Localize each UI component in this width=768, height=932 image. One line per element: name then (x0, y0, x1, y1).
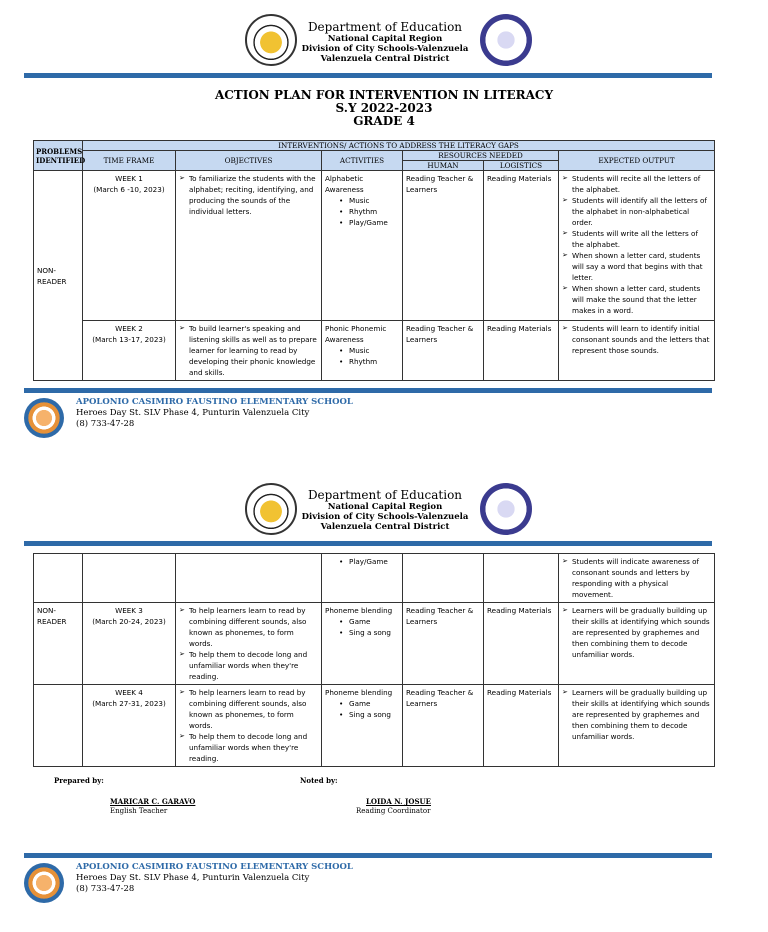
logistics-cell: Reading Materials (484, 685, 559, 767)
district-name: Valenzuela Central District (320, 54, 450, 64)
output-item: ➢ Learners will be gradually building up their skills at identifying which sounds are represented by graphemes and then combining them to decode unfamiliar words. (562, 605, 711, 660)
problem-label: NON-READER (37, 265, 67, 286)
time-frame-cell (83, 171, 176, 321)
title-line-1: ACTION PLAN FOR INTERVENTION IN LITERACY (214, 88, 554, 102)
activity-item: • Play/Game (339, 556, 399, 567)
week-label: WEEK 3 (115, 606, 143, 615)
expected-output-cell (559, 685, 715, 767)
objectives-cell (176, 171, 322, 321)
activity-item: • Rhythm (339, 356, 399, 367)
school-address: Heroes Day St. SLV Phase 4, Punturin Valenzuela City (76, 408, 310, 418)
expected-output-cell (559, 171, 715, 321)
department-name: Department of Education (307, 488, 463, 502)
time-frame-cell (83, 554, 176, 603)
noter-title: Reading Coordinator (356, 807, 431, 815)
activity-title: Phoneme blending (325, 606, 393, 615)
header-logistics: LOGISTICS (484, 161, 559, 171)
objective-item: ➢ To help learners learn to read by combining different sounds, also known as phonemes, to form words. (179, 687, 318, 731)
header-time-frame: TIME FRAME (83, 151, 176, 171)
table-row (34, 171, 715, 321)
table-row (34, 685, 715, 767)
preparer-name: MARICAR C. GARAVO (110, 797, 196, 806)
objectives-cell (176, 685, 322, 767)
human-cell: Reading Teacher & Learners (403, 321, 484, 381)
noted-by-label: Noted by: (300, 776, 338, 785)
human-cell (403, 554, 484, 603)
division-name: Division of City Schools-Valenzuela (301, 44, 469, 54)
region-name: National Capital Region (327, 34, 443, 44)
header-bar (24, 73, 712, 78)
problem-cell (34, 171, 83, 381)
week-dates: (March 20-24, 2023) (92, 617, 166, 626)
problem-cell (34, 554, 83, 603)
page-2-letterhead (300, 488, 470, 532)
deped-seal-icon (480, 483, 532, 535)
deped-seal-icon (480, 14, 532, 66)
time-frame-cell (83, 685, 176, 767)
time-frame-cell (83, 603, 176, 685)
activity-title: Phoneme blending (325, 688, 393, 697)
objective-item: ➢ To help learners learn to read by combining different sounds, also known as phonemes, to form words. (179, 605, 318, 649)
header-problems: PROBLEMS IDENTIFIED (34, 141, 83, 171)
human-cell: Reading Teacher & Learners (403, 603, 484, 685)
output-item: ➢ Students will identify all the letters of the alphabet in non-alphabetical order. (562, 195, 711, 228)
logistics-cell: Reading Materials (484, 603, 559, 685)
division-seal-icon (245, 14, 297, 66)
header-interventions: INTERVENTIONS/ ACTIONS TO ADDRESS THE LITERACY GAPS (83, 141, 715, 151)
objective-item: ➢ To help them to decode long and unfamiliar words when they're reading. (179, 731, 318, 764)
activity-item: • Game (339, 616, 399, 627)
header-activities: ACTIVITIES (322, 151, 403, 171)
region-name: National Capital Region (327, 502, 443, 512)
title-line-3: GRADE 4 (353, 114, 415, 128)
objectives-cell (176, 554, 322, 603)
expected-output-cell (559, 321, 715, 381)
table-row (34, 603, 715, 685)
school-address: Heroes Day St. SLV Phase 4, Punturin Valenzuela City (76, 873, 310, 883)
activity-item: • Music (339, 195, 399, 206)
output-item: ➢ Students will write all the letters of the alphabet. (562, 228, 711, 250)
expected-output-cell (559, 603, 715, 685)
school-phone: (8) 733-47-28 (76, 884, 135, 894)
objectives-cell (176, 321, 322, 381)
problem-label: NON-READER (37, 606, 67, 626)
objective-item: ➢ To familiarize the students with the alphabet; reciting, identifying, and producing the sounds of the individual letters. (179, 173, 318, 217)
district-name: Valenzuela Central District (320, 522, 450, 532)
activity-title: Alphabetic Awareness (325, 174, 364, 194)
page-2-header-bar (24, 541, 712, 546)
header-human: HUMAN (403, 161, 484, 171)
human-cell: Reading Teacher & Learners (403, 685, 484, 767)
action-plan-table (33, 140, 715, 381)
problem-cell (34, 685, 83, 767)
week-label: WEEK 2 (115, 324, 143, 333)
school-logo-icon (24, 863, 64, 903)
time-frame-cell (83, 321, 176, 381)
activities-cell (322, 603, 403, 685)
week-dates: (March 13-17, 2023) (92, 335, 166, 344)
activities-cell (322, 554, 403, 603)
school-phone: (8) 733-47-28 (76, 419, 135, 429)
activities-cell (322, 321, 403, 381)
page-1-letterhead (300, 20, 470, 64)
expected-output-cell (559, 554, 715, 603)
week-dates: (March 6 -10, 2023) (93, 185, 165, 194)
school-logo-icon (24, 398, 64, 438)
human-cell: Reading Teacher & Learners (403, 171, 484, 321)
prepared-by-label: Prepared by: (54, 776, 104, 785)
division-name: Division of City Schools-Valenzuela (301, 512, 469, 522)
activity-item: • Music (339, 345, 399, 356)
logistics-cell (484, 554, 559, 603)
header-expected-output: EXPECTED OUTPUT (559, 151, 715, 171)
activities-cell (322, 685, 403, 767)
action-plan-table-continued (33, 553, 715, 767)
objective-item: ➢ To help them to decode long and unfamiliar words when they're reading. (179, 649, 318, 682)
output-item: ➢ When shown a letter card, students will say a word that begins with that letter. (562, 250, 711, 283)
table-header-row (34, 141, 715, 151)
week-label: WEEK 1 (115, 174, 143, 183)
title-line-2: S.Y 2022-2023 (335, 101, 433, 115)
output-item: ➢ Students will learn to identify initial consonant sounds and the letters that represent those sounds. (562, 323, 711, 356)
activity-item: • Game (339, 698, 399, 709)
activity-item: • Play/Game (339, 217, 399, 228)
page-1-footer-bar (24, 388, 712, 393)
document-title (0, 89, 768, 128)
week-label: WEEK 4 (115, 688, 143, 697)
logistics-cell: Reading Materials (484, 171, 559, 321)
preparer-title: English Teacher (110, 807, 168, 815)
table-row (34, 321, 715, 381)
school-name: APOLONIO CASIMIRO FAUSTINO ELEMENTARY SCHOOL (76, 862, 353, 872)
activity-item: • Sing a song (339, 709, 399, 720)
page-2-footer-bar (24, 853, 712, 858)
output-item: ➢ When shown a letter card, students will make the sound that the letter makes in a word. (562, 283, 711, 316)
week-dates: (March 27-31, 2023) (92, 699, 166, 708)
output-item: ➢ Learners will be gradually building up their skills at identifying which sounds are represented by graphemes and then combining them to decode unfamiliar words. (562, 687, 711, 742)
school-name: APOLONIO CASIMIRO FAUSTINO ELEMENTARY SCHOOL (76, 397, 353, 407)
table-row (34, 554, 715, 603)
activity-item: • Rhythm (339, 206, 399, 217)
header-objectives: OBJECTIVES (176, 151, 322, 171)
header-resources: RESOURCES NEEDED (403, 151, 559, 161)
problem-cell (34, 603, 83, 685)
output-item: ➢ Students will indicate awareness of consonant sounds and letters by responding with a physical movement. (562, 556, 711, 600)
division-seal-icon (245, 483, 297, 535)
logistics-cell: Reading Materials (484, 321, 559, 381)
noter-name: LOIDA N. JOSUE (366, 797, 431, 806)
objectives-cell (176, 603, 322, 685)
department-name: Department of Education (307, 20, 463, 34)
activities-cell (322, 171, 403, 321)
activity-item: • Sing a song (339, 627, 399, 638)
table-subheader-row (34, 151, 715, 161)
output-item: ➢ Students will recite all the letters of the alphabet. (562, 173, 711, 195)
activity-title: Phonic Phonemic Awareness (325, 324, 387, 344)
objective-item: ➢ To build learner's speaking and listening skills as well as to prepare learner for learning to read by developing their phonic knowledge and skills. (179, 323, 318, 378)
